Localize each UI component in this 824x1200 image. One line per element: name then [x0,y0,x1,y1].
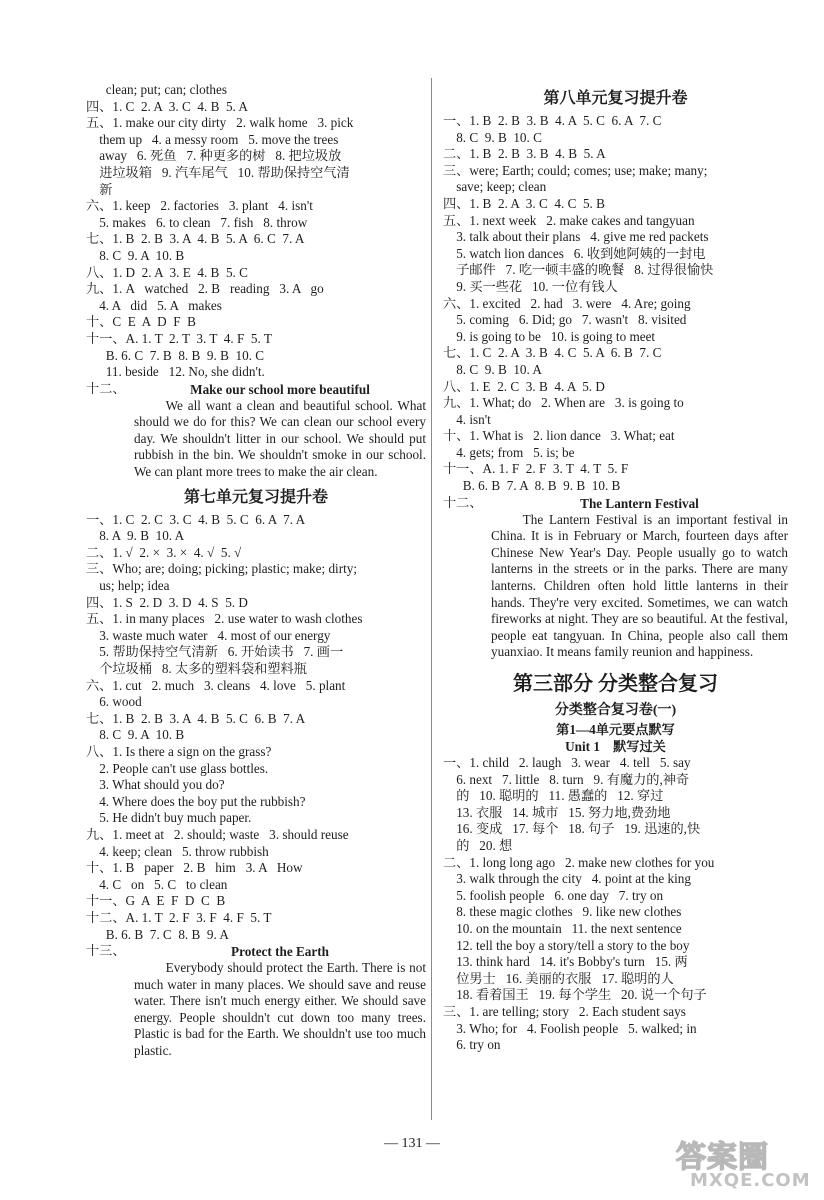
answer-line: 六、1. excited 2. had 3. were 4. Are; going [443,295,691,311]
answer-line: 5. foolish people 6. one day 7. try on [443,887,664,903]
answer-line: 6. next 7. little 8. turn 9. 有魔力的,神奇 [443,771,690,787]
answer-line: 九、1. What; do 2. When are 3. is going to [443,395,684,411]
answer-line: 8. A 9. B 10. A [86,528,185,544]
part-heading: 第三部分 分类整合复习 [513,673,718,695]
answer-line: 九、1. meet at 2. should; waste 3. should reuse [86,826,349,842]
answer-line: 五、1. in many places 2. use water to wash clothes [86,611,363,627]
answer-line: 2. People can't use glass bottles. [86,760,269,776]
answer-line: 十一、A. 1. F 2. F 3. T 4. T 5. F [443,461,629,477]
answer-line: 5. makes 6. to clean 7. fish 8. throw [86,214,308,230]
answer-line: 四、1. B 2. A 3. C 4. C 5. B [443,195,605,211]
answer-line: 三、were; Earth; could; comes; use; make; many; [443,162,708,178]
answer-line: B. 6. B 7. C 8. B 9. A [86,926,229,942]
answer-line: 一、1. C 2. C 3. C 4. B 5. C 6. A 7. A [86,511,306,527]
units-heading: 第1—4单元要点默写 [556,722,675,737]
answer-line: 8. these magic clothes 9. like new clothes [443,904,682,920]
answer-line: 三、Who; are; doing; picking; plastic; make; dirty; [86,561,358,577]
unit-heading: Unit 1 默写过关 [565,739,666,754]
answer-line: 3. walk through the city 4. point at the king [443,871,691,887]
answer-line: 进垃圾箱 9. 汽车尾气 10. 帮助保持空气清 [86,164,350,180]
answer-line: 8. C 9. B 10. A [443,361,542,377]
answer-line: 16. 变成 17. 每个 18. 句子 19. 迅速的,快 [443,821,701,837]
answer-line: 八、1. Is there a sign on the grass? [86,743,272,759]
essay-title: Make our school more beautiful [190,381,370,397]
answer-line: 六、1. keep 2. factories 3. plant 4. isn't [86,198,313,214]
answer-line: 4. A did 5. A makes [86,297,222,313]
section-label: 十三、 [86,943,126,959]
essay-title: Protect the Earth [231,944,329,960]
answer-line: 11. beside 12. No, she didn't. [86,364,265,380]
answer-line: 的 10. 聪明的 11. 愚蠢的 12. 穿过 [443,788,664,804]
watermark-url: MXQE.COM [690,1170,811,1191]
answer-line: 八、1. E 2. C 3. B 4. A 5. D [443,378,605,394]
answer-line: 的 20. 想 [443,837,513,853]
answer-line: 12. tell the boy a story/tell a story to the boy [443,937,690,953]
answer-line: 八、1. D 2. A 3. E 4. B 5. C [86,264,248,280]
answer-block-unit6-tail [86,82,426,381]
answer-line: 一、1. B 2. B 3. B 4. A 5. C 6. A 7. C [443,113,662,128]
answer-line: 九、1. A watched 2. B reading 3. A go [86,281,324,297]
answer-line: 子邮件 7. 吃一顿丰盛的晚餐 8. 过得很愉快 [443,262,714,278]
answer-line: us; help; idea [86,578,170,594]
answer-line: 二、1. long long ago 2. make new clothes for you [443,854,715,870]
essay-text: We all want a clean and beautiful school. What should we do for this? We can clean our school every day. We shouldn't litter in our school. We should put rubbish in the bin. We shouldn't smoke in our school. We can plant more trees to make the air clean. [134,397,426,480]
answer-line: clean; put; can; clothes [86,82,227,97]
answer-line: 9. is going to be 10. is going to meet [443,328,656,344]
answer-line: 十、1. B paper 2. B him 3. A How [86,860,303,876]
answer-line: 3. waste much water 4. most of our energy [86,627,331,643]
answer-line: 十、C E A D F B [86,314,196,330]
answer-line: 4. Where does the boy put the rubbish? [86,793,306,809]
answer-line: 4. isn't [443,411,491,427]
answer-line: 9. 买一些花 10. 一位有钱人 [443,278,618,294]
answer-line: 5. 帮助保持空气清新 6. 开始读书 7. 画一 [86,644,344,660]
answer-line: 6. wood [86,694,142,710]
answer-line: 二、1. √ 2. × 3. × 4. √ 5. √ [86,544,242,560]
page-number: — 131 — [384,1136,440,1151]
section-label: 十二、 [86,380,126,396]
answer-line: 三、1. are telling; story 2. Each student says [443,1003,686,1019]
answer-line: 4. C on 5. C to clean [86,876,228,892]
review-heading: 分类整合复习卷(一) [554,703,677,718]
answer-line: 4. keep; clean 5. throw rubbish [86,843,269,859]
answer-line: 5. watch lion dances 6. 收到她阿姨的一封电 [443,245,706,261]
answer-line: 四、1. S 2. D 3. D 4. S 5. D [86,594,248,610]
answer-line: 8. C 9. B 10. C [443,129,542,145]
answer-line: away 6. 死鱼 7. 种更多的树 8. 把垃圾放 [86,148,342,164]
answer-line: 3. What should you do? [86,777,225,793]
answer-block-unit7 [86,512,426,943]
essay-text: Everybody should protect the Earth. There is not much water in many places. We should save and reuse water. There isn't much energy either. We should save energy. People shouldn't cut down too many trees. Plastic is bad for the Earth. We shouldn't use too much plastic. [134,960,426,1059]
answer-line: 18. 看着国王 19. 每个学生 20. 说一个句子 [443,987,707,1003]
answer-line: 5. He didn't buy much paper. [86,810,252,826]
answer-line: save; keep; clean [443,179,547,195]
answer-line: 4. gets; from 5. is; be [443,444,575,460]
section-heading-unit8: 第八单元复习提升卷 [543,90,688,107]
section-label: 十二、 [443,494,483,510]
answer-line: 3. Who; for 4. Foolish people 5. walked; in [443,1020,697,1036]
column-divider [431,78,432,1120]
watermark-logo [676,1130,816,1196]
answer-line: 七、1. C 2. A 3. B 4. C 5. A 6. B 7. C [443,345,662,361]
answer-block-unit8 [443,113,788,495]
answer-line: 七、1. B 2. B 3. A 4. B 5. C 6. B 7. A [86,710,306,726]
answer-line: 六、1. cut 2. much 3. cleans 4. love 5. plant [86,677,346,693]
answer-line: 十、1. What is 2. lion dance 3. What; eat [443,428,675,444]
answer-line: 3. talk about their plans 4. give me red packets [443,229,709,245]
answer-line: 五、1. make our city dirty 2. walk home 3. pick [86,115,354,131]
answer-line: 十二、A. 1. T 2. F 3. F 4. F 5. T [86,909,272,925]
answer-block-unit1 [443,755,788,1054]
answer-line: 10. on the mountain 11. the next sentence [443,920,682,936]
answer-line: 8. C 9. A 10. B [86,727,185,743]
answer-line: 6. try on [443,1037,501,1053]
answer-line: 二、1. B 2. B 3. B 4. B 5. A [443,146,606,162]
answer-line: 新 [86,181,113,197]
answer-line: 个垃圾桶 8. 太多的塑料袋和塑料瓶 [86,661,307,676]
answer-line: 十一、A. 1. T 2. T 3. T 4. F 5. T [86,330,272,346]
answer-line: 一、1. child 2. laugh 3. wear 4. tell 5. say [443,755,691,770]
answer-line: them up 4. a messy room 5. move the trees [86,131,339,147]
answer-line: 四、1. C 2. A 3. C 4. B 5. A [86,98,248,114]
answer-line: B. 6. B 7. A 8. B 9. B 10. B [443,478,621,494]
answer-line: 8. C 9. A 10. B [86,247,185,263]
answer-line: 13. think hard 14. it's Bobby's turn 15. 两 [443,954,688,970]
answer-line: B. 6. C 7. B 8. B 9. B 10. C [86,347,265,363]
right-column [443,88,788,1054]
essay-title: The Lantern Festival [580,495,699,511]
left-column [86,82,426,1060]
essay-text: The Lantern Festival is an important festival in China. It is in February or March, fourteen days after Chinese New Year's Day. People usually go to watch lanterns in the streets or in the parks. There are many lanterns. Children often hold little lanterns in their hands. They're very excited. Sometimes, we can watch fireworks at night. They are so beautiful. At the festival, people eat tangyuan. In China, people also call them yuanxiao. It means family reunion and happiness. [491,511,788,660]
answer-line: 13. 衣服 14. 城市 15. 努力地,费劲地 [443,804,671,820]
answer-line: 五、1. next week 2. make cakes and tangyuan [443,212,695,228]
answer-line: 5. coming 6. Did; go 7. wasn't 8. visited [443,312,687,328]
watermark-text: 答案圈 [676,1140,769,1175]
answer-line: 十一、G A E F D C B [86,893,226,909]
answer-line: 位男士 16. 美丽的衣服 17. 聪明的人 [443,970,674,986]
section-heading-unit7: 第七单元复习提升卷 [183,488,328,506]
answer-line: 七、1. B 2. B 3. A 4. B 5. A 6. C 7. A [86,231,305,247]
